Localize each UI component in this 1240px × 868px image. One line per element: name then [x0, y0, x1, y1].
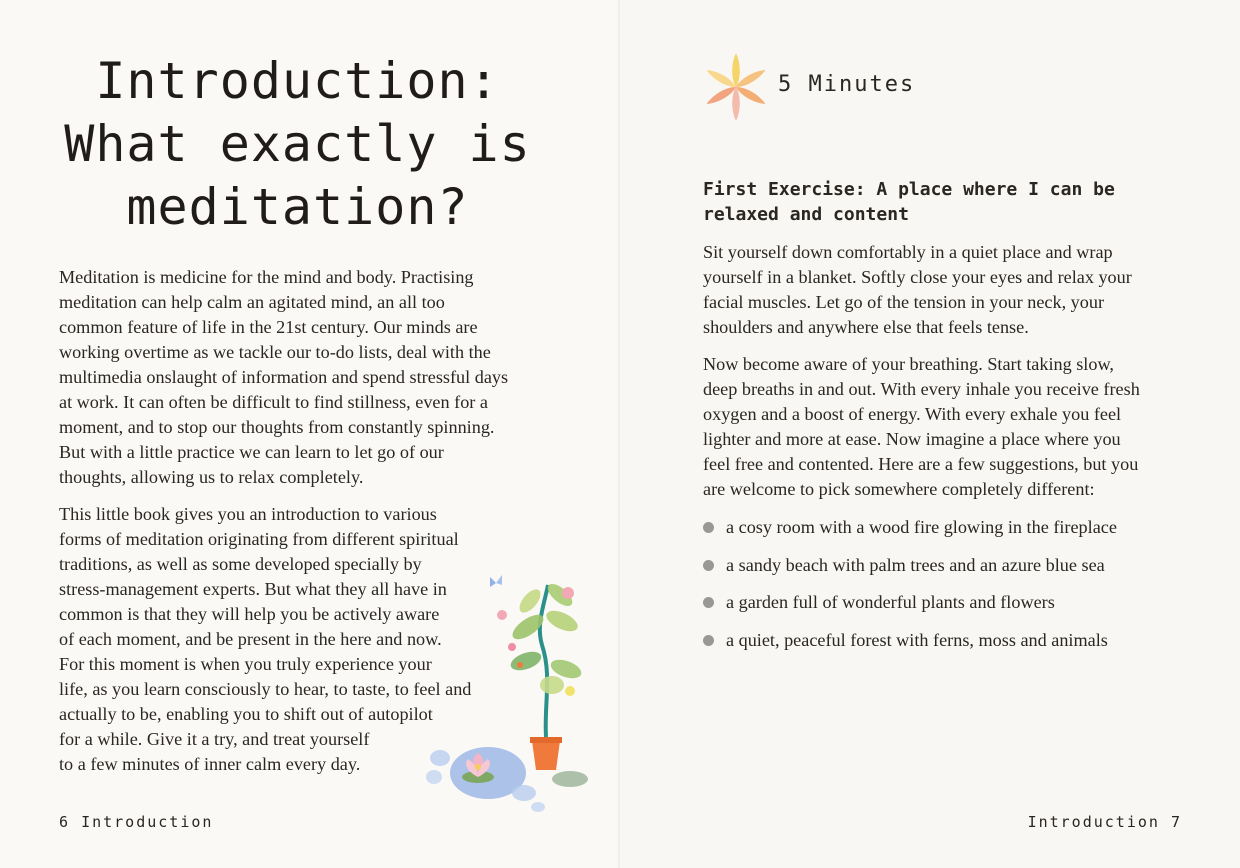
text-line: But with a little practice we can learn to let go of our [59, 442, 444, 462]
page-title [60, 50, 535, 239]
text-line: moment, and to stop our thoughts from constantly spinning. [59, 417, 495, 437]
text-line: Sit yourself down comfortably in a quiet place and wrap [703, 242, 1113, 262]
text-line: stress-management experts. But what they all have in [59, 579, 447, 599]
page-number: 7 [1170, 813, 1182, 831]
text-line: thoughts, allowing us to relax completely. [59, 467, 364, 487]
text-line: yourself in a blanket. Softly close your eyes and relax your [703, 267, 1132, 287]
text-line: deep breaths in and out. With every inhale you receive fresh [703, 379, 1140, 399]
text-line: oxygen and a boost of energy. With every exhale you feel [703, 404, 1122, 424]
text-line: shoulders and anywhere else that feels tense. [703, 317, 1029, 337]
text-line: working overtime as we tackle our to-do lists, deal with the [59, 342, 491, 362]
list-item-text: a cosy room with a wood fire glowing in the fireplace [726, 517, 1117, 537]
list-item [703, 552, 1183, 590]
text-line: common is that they will help you be actively aware [59, 604, 440, 624]
suggestion-list [703, 514, 1183, 664]
heading-line: First Exercise: A place where I can be [703, 179, 1115, 200]
text-line: forms of meditation originating from different spiritual [59, 529, 459, 549]
page-footer-right [1028, 813, 1182, 831]
exercise-paragraph-2 [703, 352, 1183, 502]
time-label: 5 Minutes [778, 72, 916, 97]
text-line: Meditation is medicine for the mind and body. Practising [59, 267, 474, 287]
heading-line: relaxed and content [703, 204, 909, 225]
text-line: for a while. Give it a try, and treat yourself [59, 729, 370, 749]
text-line: to a few minutes of inner calm every day. [59, 754, 361, 774]
text-line: traditions, as well as some developed specially by [59, 554, 422, 574]
running-head: Introduction [1027, 813, 1160, 831]
exercise-paragraph-1 [703, 240, 1183, 340]
text-line: of each moment, and be present in the here and now. [59, 629, 442, 649]
text-line: Now become aware of your breathing. Start taking slow, [703, 354, 1114, 374]
list-item-text: a quiet, peaceful forest with ferns, moss and animals [726, 629, 1108, 650]
text-line: facial muscles. Let go of the tension in your neck, your [703, 292, 1105, 312]
flower-icon [700, 50, 772, 124]
text-line: lighter and more at ease. Now imagine a place where you [703, 429, 1121, 449]
exercise-heading [703, 177, 1173, 227]
title-line: meditation? [126, 178, 469, 236]
list-item [703, 514, 1183, 552]
title-line: Introduction: [95, 52, 500, 110]
text-line: meditation can help calm an agitated mind, an all too [59, 292, 445, 312]
bullet-icon [703, 522, 714, 533]
list-item-text: a garden full of wonderful plants and flowers [726, 592, 1055, 612]
plant-illustration [420, 565, 600, 825]
text-line: actually to be, enabling you to shift out of autopilot [59, 704, 433, 724]
text-line: common feature of life in the 21st century. Our minds are [59, 317, 478, 337]
bullet-icon [703, 560, 714, 571]
page-number: 6 [59, 813, 71, 831]
text-line: at work. It can often be difficult to find stillness, even for a [59, 392, 488, 412]
bullet-icon [703, 597, 714, 608]
list-item [703, 589, 1183, 627]
page-footer-left [59, 813, 213, 831]
running-head: Introduction [81, 813, 214, 831]
text-line: life, as you learn consciously to hear, to taste, to feel and [59, 679, 472, 699]
text-line: are welcome to pick somewhere completely different: [703, 479, 1095, 499]
intro-paragraph-1 [59, 265, 544, 490]
text-line: For this moment is when you truly experience your [59, 654, 432, 674]
list-item-text: a sandy beach with palm trees and an azure blue sea [726, 554, 1105, 575]
list-item [703, 627, 1183, 665]
text-line: This little book gives you an introduction to various [59, 504, 437, 524]
text-line: multimedia onslaught of information and spend stressful days [59, 367, 509, 387]
title-line: What exactly is [64, 115, 531, 173]
text-line: feel free and contented. Here are a few suggestions, but you [703, 454, 1139, 474]
bullet-icon [703, 635, 714, 646]
